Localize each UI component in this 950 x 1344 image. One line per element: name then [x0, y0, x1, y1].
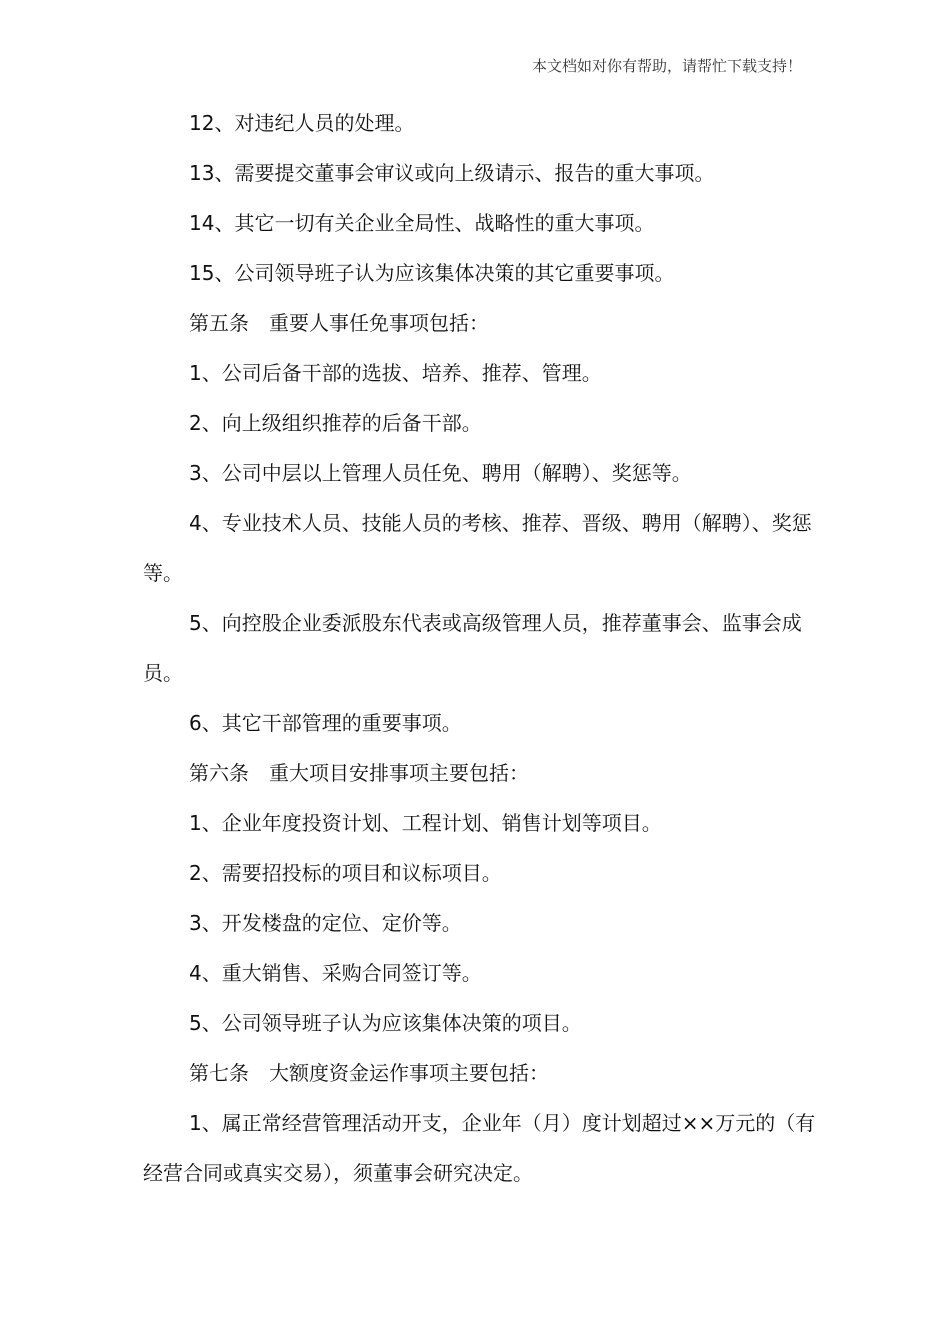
paragraph: 4、重大销售、采购合同签订等。: [189, 961, 482, 985]
paragraph: 2、需要招投标的项目和议标项目。: [189, 861, 502, 885]
paragraph: 4、专业技术人员、技能人员的考核、推荐、晋级、聘用（解聘）、奖惩等。: [143, 511, 812, 585]
header-note: 本文档如对你有帮助，请帮忙下载支持！: [531, 57, 802, 75]
document-body: [143, 98, 823, 1198]
paragraph: 5、公司领导班子认为应该集体决策的项目。: [189, 1011, 582, 1035]
paragraph: 13、需要提交董事会审议或向上级请示、报告的重大事项。: [189, 161, 715, 185]
paragraph: 2、向上级组织推荐的后备干部。: [189, 411, 482, 435]
paragraph: 3、公司中层以上管理人员任免、聘用（解聘）、奖惩等。: [189, 461, 692, 485]
paragraph: 1、公司后备干部的选拔、培养、推荐、管理。: [189, 361, 602, 385]
paragraph: 15、公司领导班子认为应该集体决策的其它重要事项。: [189, 261, 675, 285]
section-heading: 第五条 重要人事任免事项包括：: [189, 311, 489, 335]
paragraph: 6、其它干部管理的重要事项。: [189, 711, 462, 735]
section-heading: 第六条 重大项目安排事项主要包括：: [189, 761, 529, 785]
paragraph: 12、对违纪人员的处理。: [189, 111, 415, 135]
paragraph: 1、属正常经营管理活动开支，企业年（月）度计划超过××万元的（有经营合同或真实交易），须董事会研究决定。: [143, 1111, 816, 1185]
section-heading: 第七条 大额度资金运作事项主要包括：: [189, 1061, 549, 1085]
paragraph: 1、企业年度投资计划、工程计划、销售计划等项目。: [189, 811, 662, 835]
paragraph: 5、向控股企业委派股东代表或高级管理人员，推荐董事会、监事会成员。: [143, 611, 802, 685]
paragraph: 14、其它一切有关企业全局性、战略性的重大事项。: [189, 211, 655, 235]
paragraph: 3、开发楼盘的定位、定价等。: [189, 911, 462, 935]
